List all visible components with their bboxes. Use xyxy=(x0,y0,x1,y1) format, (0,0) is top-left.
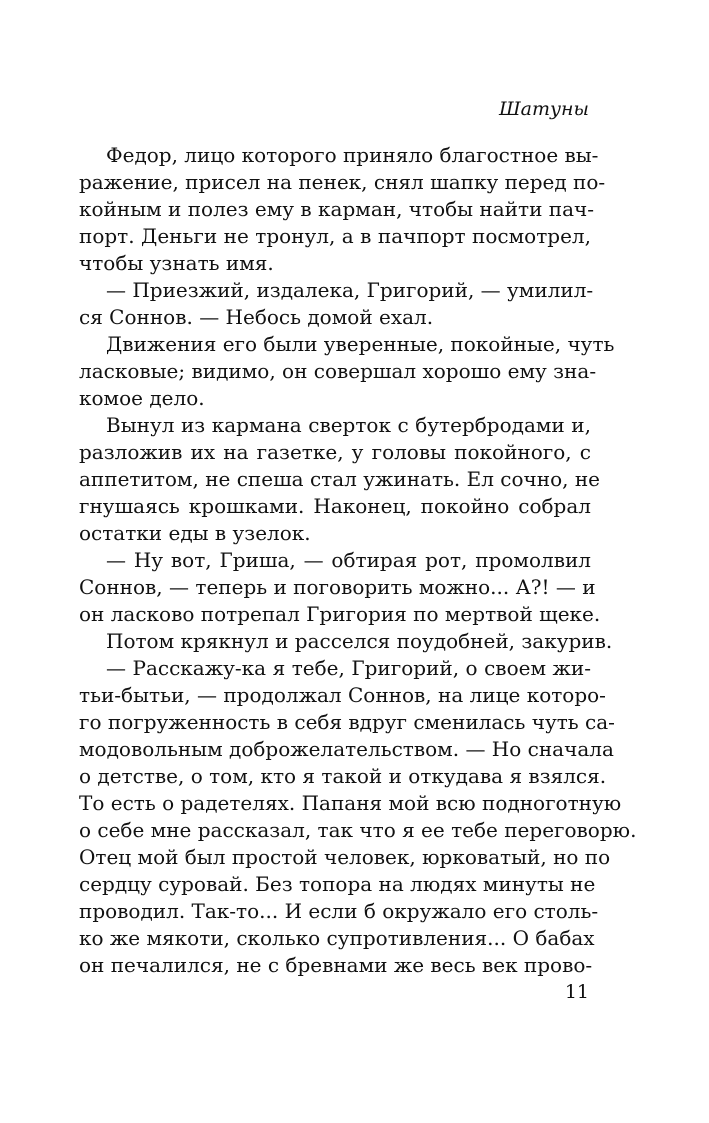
running-head: Шатуны xyxy=(498,98,589,120)
text-line: модовольным доброжелательством. — Но сначала xyxy=(79,737,614,761)
text-line: го погруженность в себя вдруг сменилась чуть са- xyxy=(79,710,615,734)
text-line: Движения его были уверенные, покойные, чуть xyxy=(106,332,615,356)
text-line: о себе мне рассказал, так что я ее тебе переговорю. xyxy=(79,818,637,842)
text-line: он печалился, не с бревнами же весь век прово- xyxy=(79,953,593,977)
text-line: аппетитом, не спеша стал ужинать. Ел сочно, не xyxy=(79,467,601,491)
text-line: ко же мякоти, сколько супротивления... О бабах xyxy=(79,926,595,950)
text-line: гнушаясь крошками. Наконец, покойно собрал xyxy=(79,494,591,518)
text-line: разложив их на газетке, у головы покойного, с xyxy=(79,440,591,464)
text-line: То есть о радетелях. Папаня мой всю подноготную xyxy=(79,791,622,815)
text-line: койным и полез ему в карман, чтобы найти пач- xyxy=(79,197,594,221)
text-line: — Расскажу-ка я тебе, Григорий, о своем жи- xyxy=(106,656,591,680)
text-line: ражение, присел на пенек, снял шапку перед по- xyxy=(79,170,606,194)
body-text xyxy=(79,142,637,979)
text-line: проводил. Так-то... И если б окружало его столь- xyxy=(79,899,599,923)
text-line: чтобы узнать имя. xyxy=(79,251,274,275)
text-line: Вынул из кармана сверток с бутербродами и, xyxy=(106,413,591,437)
text-line: Соннов, — теперь и поговорить можно... А?! — и xyxy=(79,575,596,599)
text-line: — Ну вот, Гриша, — обтирая рот, промолвил xyxy=(106,548,591,572)
text-line: Потом крякнул и расселся поудобней, закурив. xyxy=(106,629,613,653)
text-line: Отец мой был простой человек, юрковатый, но по xyxy=(79,845,611,869)
page-number: 11 xyxy=(564,981,589,1003)
text-line: ласковые; видимо, он совершал хорошо ему зна- xyxy=(79,359,597,383)
text-line: остатки еды в узелок. xyxy=(79,521,311,545)
text-line: тьи-бытьи, — продолжал Соннов, на лице которо- xyxy=(79,683,606,707)
text-line: комое дело. xyxy=(79,386,205,410)
text-line: Федор, лицо которого приняло благостное вы- xyxy=(106,143,599,167)
text-line: он ласково потрепал Григория по мертвой щеке. xyxy=(79,602,601,626)
text-line: сердцу суровай. Без топора на людях минуты не xyxy=(79,872,596,896)
text-line: ся Соннов. — Небось домой ехал. xyxy=(79,305,434,329)
text-line: — Приезжий, издалека, Григорий, — умилил- xyxy=(106,278,594,302)
text-line: порт. Деньги не тронул, а в пачпорт посмотрел, xyxy=(79,224,591,248)
text-line: о детстве, о том, кто я такой и откудава я взялся. xyxy=(79,764,607,788)
